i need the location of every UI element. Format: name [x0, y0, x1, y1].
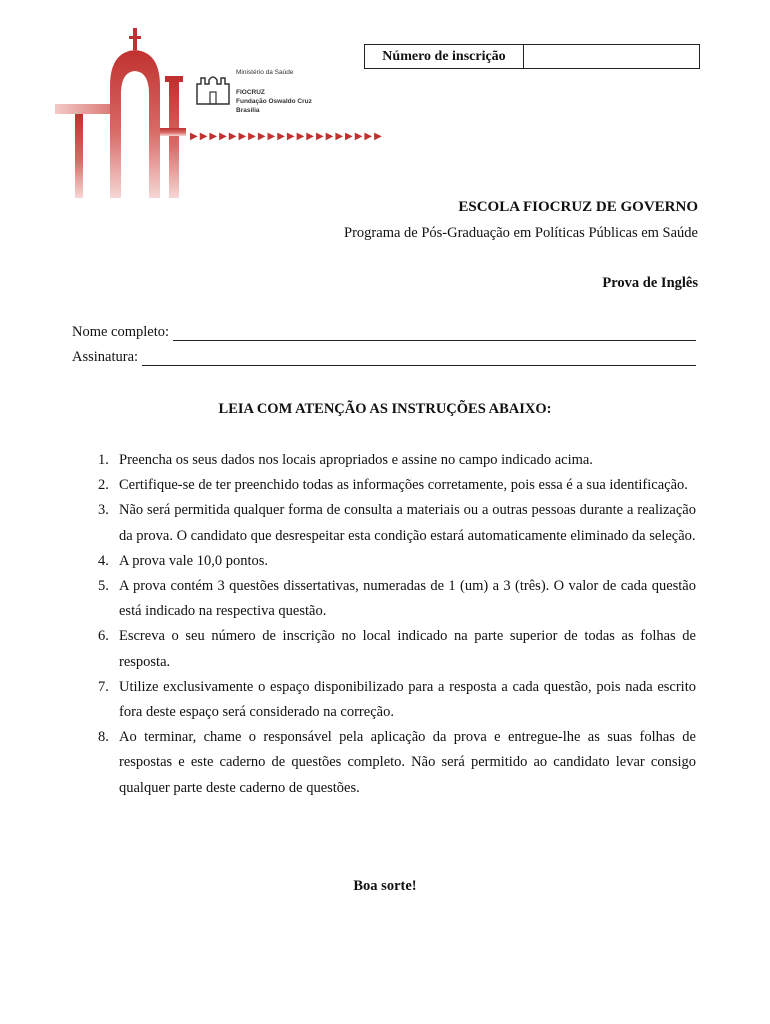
list-item: 7. Utilize exclusivamente o espaço disponibilizado para a resposta a cada questão, pois nada escrito fora deste espaço será considerado na correção.: [98, 678, 696, 721]
list-item: 8. Ao terminar, chame o responsável pela aplicação da prova e entregue-lhe as suas folhas de respostas e este caderno de questões completo. Não será permitido ao candidato levar consigo qualquer parte deste caderno de questões.: [98, 729, 696, 796]
list-item: 1. Preencha os seus dados nos locais apropriados e assine no campo indicado acima.: [98, 452, 593, 468]
assinatura-label: Assinatura:: [72, 349, 139, 365]
nome-label: Nome completo:: [72, 324, 170, 340]
inscricao-box: [364, 44, 700, 69]
list-item: 4. A prova vale 10,0 pontos.: [98, 552, 269, 569]
school-title: ESCOLA FIOCRUZ DE GOVERNO: [458, 199, 698, 215]
assinatura-field[interactable]: [72, 349, 696, 366]
program-subtitle: Programa de Pós-Graduação em Políticas Públicas em Saúde: [344, 225, 698, 241]
ministerio-text: Ministério da Saúde: [236, 69, 294, 76]
closing-text: Boa sorte!: [353, 878, 417, 894]
instructions-heading: LEIA COM ATENÇÃO AS INSTRUÇÕES ABAIXO:: [218, 401, 552, 417]
inscricao-value-field[interactable]: [524, 45, 699, 68]
list-item: 5. A prova contém 3 questões dissertativas, numeradas de 1 (um) a 3 (três). O valor de cada questão está indicado na respectiva questão.: [98, 578, 696, 620]
fiocruz-building-icon: [195, 70, 231, 106]
exam-title: Prova de Inglês: [602, 275, 698, 291]
instructions-list: [72, 448, 696, 801]
fiocruz-label: FIOCRUZ: [236, 89, 265, 96]
list-item: 6. Escreva o seu número de inscrição no local indicado na parte superior de todas as folhas de resposta.: [98, 628, 696, 670]
fiocruz-castle-logo: [55, 28, 190, 198]
nome-line[interactable]: [173, 326, 696, 341]
inscricao-label: Número de inscrição: [365, 45, 524, 68]
decorative-arrows-icon: ▶▶▶▶▶▶▶▶▶▶▶▶▶▶▶▶▶▶▶▶: [190, 131, 384, 142]
cidade-label: Brasília: [236, 107, 260, 114]
list-item: 2. Certifique-se de ter preenchido todas as informações corretamente, pois essa é a sua identificação.: [98, 477, 688, 494]
nome-field[interactable]: [72, 324, 696, 341]
assinatura-line[interactable]: [142, 351, 696, 366]
list-item: 3. Não será permitida qualquer forma de consulta a materiais ou a outras pessoas durante a realização da prova. O candidato que desrespeitar esta condição estará automaticamente eliminado da seleção.: [98, 502, 696, 544]
fiocruz-text-block: [236, 88, 312, 115]
fundacao-label: Fundação Oswaldo Cruz: [236, 98, 312, 105]
